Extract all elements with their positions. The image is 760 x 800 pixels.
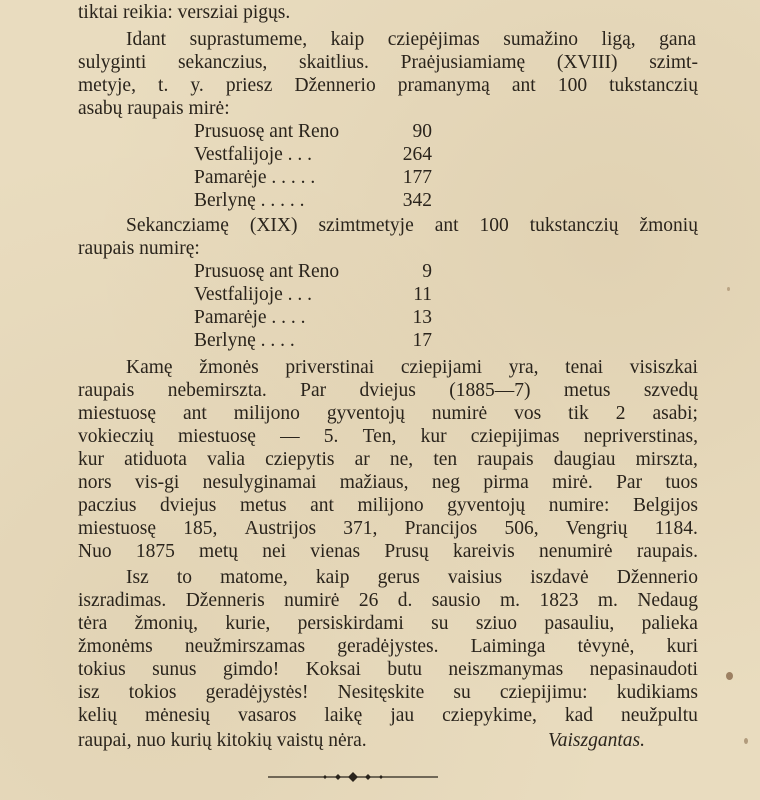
text-line [126,566,698,590]
word: (XIX) [249,215,298,236]
word: Par [300,380,327,401]
word: cziepijimas [470,426,560,447]
word: gana [659,29,696,50]
text-line [126,28,696,52]
word: tukstanczių [529,215,619,236]
table-row [194,283,432,307]
word: pasauliu, [544,613,615,634]
word: kelių [78,705,117,726]
word: t. [158,75,169,96]
word: vaisius [447,567,503,588]
word: miestuosę [177,426,256,447]
word: 100 [479,215,509,236]
word: — [280,426,300,447]
word: 1875 [135,541,175,562]
word: miestuosę [78,403,156,424]
table-value: 342 [402,190,432,211]
text-line [78,448,698,472]
word: gimdo! [222,659,280,680]
paper-stain [727,287,730,291]
word: yra, [508,357,539,378]
table-place: Berlynę . . . . [194,330,295,351]
table-place: Prusuosę ant Reno [194,121,340,142]
word: žmonių, [134,613,198,634]
word: Belgijos [632,495,698,516]
word: sunus [152,659,197,680]
word: 1823 [539,590,579,611]
word: neužmirszamas [184,636,306,657]
signature: Vaiszgantas. [548,730,645,751]
table-row [194,120,432,144]
word: raupais [477,449,534,470]
word: cziepijami [400,357,483,378]
word: cziepėjimas [387,29,480,50]
table-place: Pamarėje . . . . [194,307,306,328]
word: ne, [389,449,414,470]
word: paczius [78,495,137,516]
word: m. [597,590,618,611]
word: tėra [78,613,108,634]
word: vokieczių [78,426,154,447]
word: Idant [126,29,167,50]
table-value: 9 [422,261,432,282]
word: dviejus [359,380,416,401]
table-place: Prusuosę ant Reno [194,261,340,282]
word: valia [207,449,246,470]
word: vienas [310,541,361,562]
word: sziuo [475,613,518,634]
word: metus [563,380,611,401]
paper-stain [726,672,733,680]
text-line [78,704,698,728]
word: Isz [126,567,149,588]
word: priverstinai [285,357,375,378]
word: (XVIII) [556,52,618,73]
table-place: Vestfalijoje . . . [194,284,313,305]
word: neg [431,472,460,493]
word: su [453,682,471,703]
text-line [78,540,698,564]
word: Nesitęskite [337,682,425,703]
table-value: 90 [412,121,432,142]
word: 2 [615,403,626,424]
text-line [78,471,698,495]
word: su [431,613,449,634]
word: nebemirszta. [167,380,267,401]
word: nenumirė [538,541,613,562]
text-line [78,402,698,426]
word: cziepytis [265,449,335,470]
word: 5. [323,426,339,447]
word: visiszkai [629,357,698,378]
word: mirszta, [635,449,698,470]
text-line: asabų raupais mirė: [78,98,230,119]
word: m. [499,590,521,611]
word: nepriverstinas, [583,426,698,447]
word: sumažino [503,29,579,50]
table-value: 177 [402,167,432,188]
word: gyventojų [326,403,405,424]
word: tenai [565,357,604,378]
word: atiduota [124,449,187,470]
word: priesz [225,75,273,96]
word: metyje, [78,75,136,96]
word: 26 [358,590,379,611]
word: ant [310,495,334,516]
word: vasaros [237,705,297,726]
word: kaip [315,567,350,588]
word: cziepijimu: [499,682,588,703]
word: isz [78,682,100,703]
text-line [126,356,698,380]
word: tukstanczių [609,75,698,96]
word: kur [420,426,447,447]
word: kuri [666,636,698,657]
word: Par [616,472,643,493]
text-line [78,681,698,705]
word: Nuo [78,541,112,562]
text-line: tiktai reikia: versziai pigųs. [78,2,291,23]
word: vos [514,403,542,424]
word: geradėjystės! [205,682,309,703]
text-line: raupai, nuo kurių kitokių vaistų nėra. [78,730,367,751]
word: to [176,567,193,588]
word: persiskirdami [297,613,404,634]
word: mėnesių [144,705,210,726]
text-line: raupais numirę: [78,238,200,259]
table-row [194,306,432,330]
word: sekanczius, [177,52,268,73]
word: 1184. [654,518,698,539]
word: suprastumeme, [189,29,308,50]
paper-stain [744,738,748,744]
word: Džennerio [294,75,376,96]
word: Prusų [384,541,429,562]
word: iszradimas. [78,590,167,611]
table-row [194,260,432,284]
word: neiszmanymas [448,659,564,680]
word: 371, [343,518,378,539]
word: Austrijos [244,518,317,539]
text-line [78,589,698,613]
word: (1885—7) [449,380,531,401]
word: mažiaus, [339,472,409,493]
word: Koksai [305,659,361,680]
word: Džennerio [616,567,698,588]
table-value: 11 [413,284,432,305]
word: žmonių [639,215,698,236]
word: szvedų [643,380,698,401]
text-line [78,379,698,403]
word: kaip [330,29,365,50]
table-row [194,189,432,213]
word: Kamę [126,357,173,378]
word: laikę [324,705,363,726]
word: Praėjusiamiamę [400,52,526,73]
word: sausio [431,590,481,611]
table-value: 17 [412,330,432,351]
word: metus [239,495,287,516]
word: nepasinaudoti [589,659,698,680]
word: butu [387,659,423,680]
text-line [78,74,698,98]
word: Dženneris [185,590,265,611]
table-value: 264 [402,144,432,165]
word: tėvynė, [577,636,635,657]
word: Nedaug [637,590,698,611]
word: nei [262,541,287,562]
word: kad [564,705,594,726]
table-row [194,143,432,167]
word: tokios [128,682,177,703]
text-line [126,214,698,238]
table-place: Vestfalijoje . . . [194,144,313,165]
text-line [78,517,698,541]
text-line [78,425,698,449]
text-line [78,494,698,518]
word: nors [78,472,112,493]
text-line [78,51,698,75]
word: raupais [78,380,135,401]
word: pirma [483,472,529,493]
word: žmonės [199,357,259,378]
word: jau [390,705,415,726]
word: Prancijos [404,518,478,539]
word: ant [511,75,536,96]
table-value: 13 [412,307,432,328]
word: ant [182,403,207,424]
word: gerus [377,567,420,588]
word: numirė [431,403,488,424]
table-row [194,329,432,353]
table-place: Pamarėje . . . . . [194,167,316,188]
word: ant [434,215,459,236]
word: miestuosę [78,518,156,539]
word: 100 [557,75,588,96]
word: nesulyginamai [202,472,317,493]
table-place: Berlynę . . . . . [194,190,305,211]
word: kareivis [453,541,515,562]
word: neužpultu [621,705,698,726]
word: raupais. [636,541,698,562]
word: palieka [641,613,698,634]
word: mirė. [552,472,593,493]
word: kurie, [225,613,271,634]
word: Laiminga [470,636,546,657]
word: y. [190,75,204,96]
text-line [78,635,698,659]
word: iszdavė [530,567,589,588]
word: ar [354,449,370,470]
word: sulyginti [78,52,147,73]
word: numire: [548,495,610,516]
word: Vengrių [565,518,628,539]
word: daugiau [553,449,616,470]
word: szimt- [649,52,698,73]
word: ligą, [601,29,636,50]
word: 506, [504,518,539,539]
word: Ten, [362,426,397,447]
word: kudikiams [616,682,698,703]
word: ten [433,449,458,470]
word: tuos [665,472,698,493]
word: szimtmetyje [318,215,414,236]
word: pramanymą [397,75,490,96]
word: milijono [233,403,300,424]
word: matome, [220,567,288,588]
word: 185, [183,518,218,539]
word: tokius [78,659,126,680]
word: geradėjystes. [337,636,439,657]
word: milijono [357,495,424,516]
ornament-divider [268,770,438,784]
word: cziepykime, [442,705,537,726]
word: žmonėms [78,636,153,657]
word: gyventojų [447,495,526,516]
word: Sekancziamę [126,215,229,236]
word: asabi; [652,403,698,424]
table-row [194,166,432,190]
word: dviejus [160,495,217,516]
word: numirė [284,590,340,611]
word: metų [199,541,239,562]
text-line [78,612,698,636]
word: kur [78,449,104,470]
word: skaitlius. [299,52,369,73]
text-line [78,658,698,682]
word: vis-gi [134,472,180,493]
word: tik [568,403,589,424]
word: d. [397,590,413,611]
